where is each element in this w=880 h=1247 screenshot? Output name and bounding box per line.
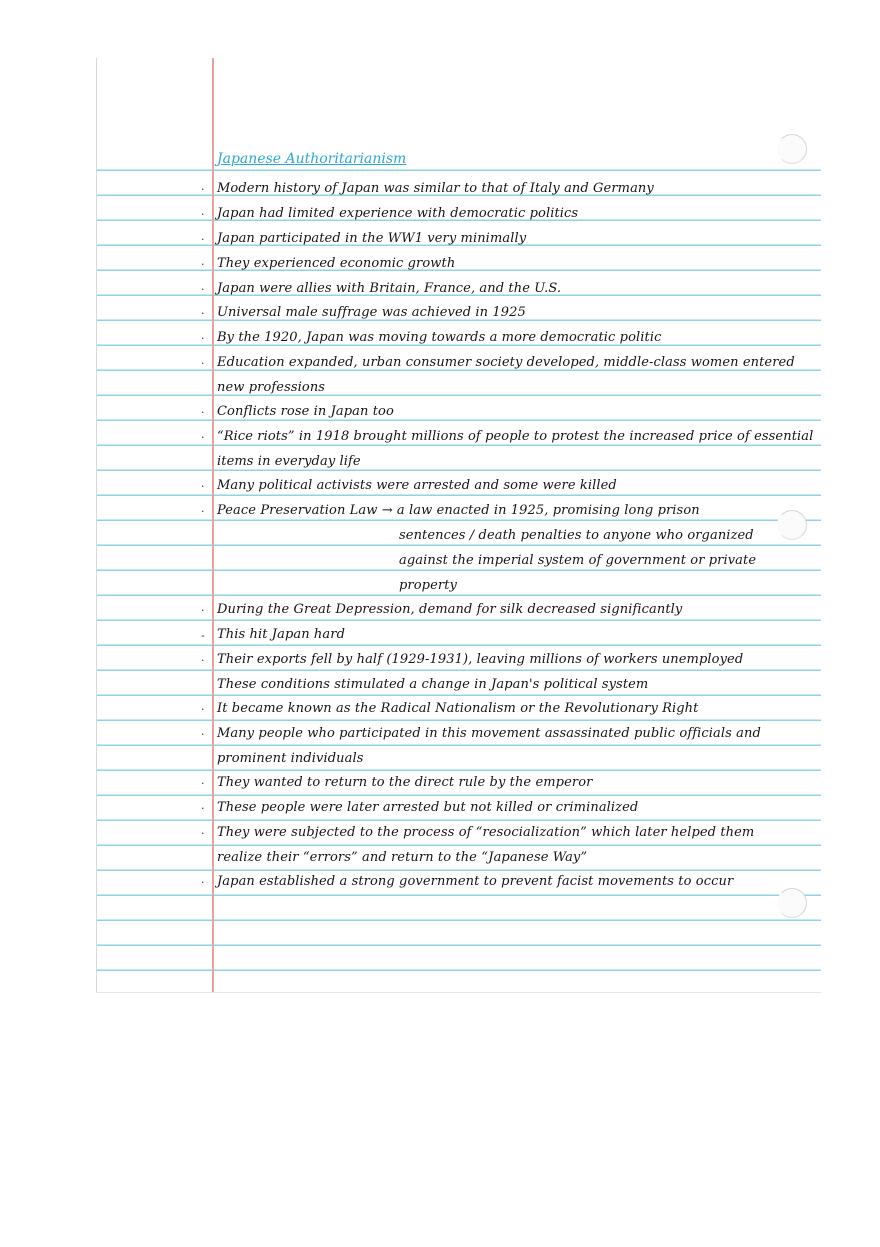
note-line: Japan established a strong government to prevent facist movements to occur xyxy=(217,874,734,889)
note-line: Their exports fell by half (1929-1931), leaving millions of workers unemployed xyxy=(217,652,744,667)
bullet-dot: · xyxy=(201,431,205,444)
note-line: Modern history of Japan was similar to that of Italy and Germany xyxy=(217,181,654,196)
note-line: These people were later arrested but not killed or criminalized xyxy=(217,800,639,815)
note-line: This hit Japan hard xyxy=(217,627,345,642)
bullet-dot: · xyxy=(201,480,205,493)
bullet-dot: · xyxy=(201,703,205,716)
note-line: It became known as the Radical Nationalism or the Revolutionary Right xyxy=(217,701,699,716)
bullet-dot: · xyxy=(201,505,205,518)
note-line: Japan were allies with Britain, France, and the U.S. xyxy=(217,281,562,296)
note-line: items in everyday life xyxy=(217,454,361,469)
note-line: sentences / death penalties to anyone who organized xyxy=(399,528,754,543)
bullet-dot: · xyxy=(201,183,205,196)
note-line: Many people who participated in this movement assassinated public officials and xyxy=(217,726,761,741)
bullet-dot: · xyxy=(201,307,205,320)
bullet-dot: · xyxy=(201,777,205,790)
note-line: realize their “errors” and return to the “Japanese Way” xyxy=(217,850,588,865)
bullet-dot: · xyxy=(201,233,205,246)
note-line: They experienced economic growth xyxy=(217,256,456,271)
note-line: new professions xyxy=(217,380,326,395)
note-line: Many political activists were arrested and some were killed xyxy=(217,478,617,493)
note-line: “Rice riots” in 1918 brought millions of people to protest the increased price of essential xyxy=(217,429,814,444)
note-line: They wanted to return to the direct rule by the emperor xyxy=(217,775,593,790)
note-line: against the imperial system of government or private xyxy=(399,553,757,568)
bullet-dot: · xyxy=(201,357,205,370)
notebook-page xyxy=(96,58,821,993)
note-line: They were subjected to the process of “resocialization” which later helped them xyxy=(217,825,755,840)
note-line: Japan had limited experience with democratic politics xyxy=(217,206,579,221)
bullet-dot: - xyxy=(201,629,205,642)
bullet-dot: · xyxy=(201,208,205,221)
bullet-dot: · xyxy=(201,283,205,296)
note-line: prominent individuals xyxy=(217,751,364,766)
bullet-dot: · xyxy=(201,604,205,617)
note-line: Conflicts rose in Japan too xyxy=(217,404,394,419)
bullet-dot: · xyxy=(201,728,205,741)
note-line: By the 1920, Japan was moving towards a more democratic politic xyxy=(217,330,662,345)
bullet-dot: · xyxy=(201,258,205,271)
note-line: These conditions stimulated a change in Japan's political system xyxy=(217,677,649,692)
note-line: Education expanded, urban consumer society developed, middle-class women entered xyxy=(217,355,795,370)
bullet-dot: · xyxy=(201,332,205,345)
note-line: During the Great Depression, demand for silk decreased significantly xyxy=(217,602,683,617)
note-line: Japan participated in the WW1 very minimally xyxy=(217,231,527,246)
note-line: Universal male suffrage was achieved in 1925 xyxy=(217,305,526,320)
page-title: Japanese Authoritarianism xyxy=(217,151,407,167)
bullet-dot: · xyxy=(201,827,205,840)
bullet-dot: · xyxy=(201,876,205,889)
handwritten-notes xyxy=(97,58,821,992)
bullet-dot: · xyxy=(201,802,205,815)
note-line: Peace Preservation Law → a law enacted in 1925, promising long prison xyxy=(217,503,700,518)
note-line: property xyxy=(399,578,457,593)
bullet-dot: · xyxy=(201,654,205,667)
bullet-dot: · xyxy=(201,406,205,419)
